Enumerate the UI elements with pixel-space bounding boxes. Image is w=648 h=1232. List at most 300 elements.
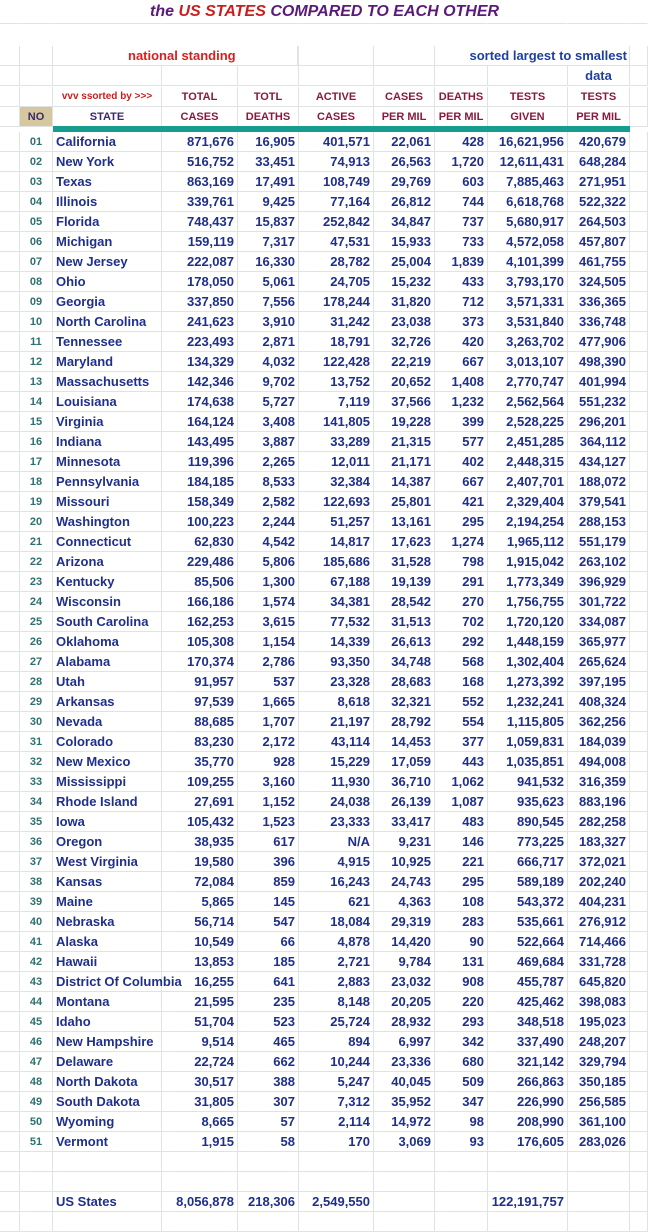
empty-cell[interactable] (630, 1132, 648, 1152)
empty-cell[interactable] (0, 612, 20, 632)
tests-given[interactable]: 1,756,755 (488, 592, 568, 612)
empty-cell[interactable] (162, 1172, 238, 1192)
rank-number[interactable]: 50 (20, 1112, 53, 1132)
state-name[interactable]: Pennsylvania (53, 472, 162, 492)
tests-given[interactable]: 2,451,285 (488, 432, 568, 452)
empty-cell[interactable] (488, 1212, 568, 1232)
rank-number[interactable]: 05 (20, 212, 53, 232)
tests-per-mil[interactable]: 282,258 (568, 812, 630, 832)
tests-given[interactable]: 535,661 (488, 912, 568, 932)
active-cases[interactable]: 170 (299, 1132, 374, 1152)
rank-number[interactable]: 11 (20, 332, 53, 352)
tests-given[interactable]: 16,621,956 (488, 132, 568, 152)
active-cases[interactable]: 33,289 (299, 432, 374, 452)
active-cases[interactable]: 13,752 (299, 372, 374, 392)
active-cases[interactable]: 894 (299, 1032, 374, 1052)
total-cases[interactable]: 30,517 (162, 1072, 238, 1092)
empty-cell[interactable] (630, 312, 648, 332)
total-cases[interactable]: 748,437 (162, 212, 238, 232)
rank-number[interactable]: 31 (20, 732, 53, 752)
tests-given[interactable]: 1,773,349 (488, 572, 568, 592)
empty-cell[interactable] (53, 66, 162, 86)
deaths-per-mil[interactable]: 577 (435, 432, 488, 452)
active-cases[interactable]: 21,197 (299, 712, 374, 732)
deaths-per-mil[interactable]: 737 (435, 212, 488, 232)
deaths-per-mil[interactable]: 270 (435, 592, 488, 612)
empty-cell[interactable] (0, 592, 20, 612)
tests-per-mil[interactable]: 301,722 (568, 592, 630, 612)
empty-cell[interactable] (0, 672, 20, 692)
empty-cell[interactable] (0, 1032, 20, 1052)
empty-cell[interactable] (0, 892, 20, 912)
total-deaths[interactable]: 145 (238, 892, 299, 912)
state-name[interactable]: Georgia (53, 292, 162, 312)
empty-cell[interactable] (630, 952, 648, 972)
deaths-per-mil[interactable]: 377 (435, 732, 488, 752)
empty-cell[interactable] (435, 1212, 488, 1232)
empty-cell[interactable] (488, 1152, 568, 1172)
empty-cell[interactable] (630, 632, 648, 652)
total-deaths[interactable]: 396 (238, 852, 299, 872)
total-deaths[interactable]: 5,727 (238, 392, 299, 412)
tests-per-mil[interactable]: 202,240 (568, 872, 630, 892)
empty-cell[interactable] (0, 172, 20, 192)
active-cases[interactable]: 5,247 (299, 1072, 374, 1092)
total-deaths[interactable]: 307 (238, 1092, 299, 1112)
total-cases[interactable]: 105,432 (162, 812, 238, 832)
empty-cell[interactable] (20, 1152, 53, 1172)
empty-cell[interactable] (0, 192, 20, 212)
total-cases[interactable]: 339,761 (162, 192, 238, 212)
total-deaths[interactable]: 3,408 (238, 412, 299, 432)
tests-per-mil[interactable]: 276,912 (568, 912, 630, 932)
empty-cell[interactable] (0, 252, 20, 272)
total-deaths[interactable]: 16,905 (238, 132, 299, 152)
rank-number[interactable]: 10 (20, 312, 53, 332)
deaths-per-mil[interactable]: 1,062 (435, 772, 488, 792)
cases-per-mil[interactable]: 23,038 (374, 312, 435, 332)
empty-cell[interactable] (20, 1212, 53, 1232)
rank-number[interactable]: 03 (20, 172, 53, 192)
total-deaths[interactable]: 3,910 (238, 312, 299, 332)
tests-given[interactable]: 3,013,107 (488, 352, 568, 372)
state-name[interactable]: Wyoming (53, 1112, 162, 1132)
cases-per-mil[interactable]: 20,205 (374, 992, 435, 1012)
deaths-per-mil[interactable]: 221 (435, 852, 488, 872)
total-deaths[interactable]: 2,244 (238, 512, 299, 532)
cases-per-mil[interactable]: 14,420 (374, 932, 435, 952)
empty-cell[interactable] (0, 692, 20, 712)
tests-given[interactable]: 522,664 (488, 932, 568, 952)
cases-per-mil[interactable]: 20,652 (374, 372, 435, 392)
tests-given[interactable]: 226,990 (488, 1092, 568, 1112)
active-cases[interactable]: 28,782 (299, 252, 374, 272)
active-cases[interactable]: 23,333 (299, 812, 374, 832)
active-cases[interactable]: 7,312 (299, 1092, 374, 1112)
total-cases[interactable]: 22,724 (162, 1052, 238, 1072)
tests-given[interactable]: 2,329,404 (488, 492, 568, 512)
empty-cell[interactable] (0, 572, 20, 592)
empty-cell[interactable] (374, 1172, 435, 1192)
cases-per-mil[interactable]: 40,045 (374, 1072, 435, 1092)
tests-per-mil[interactable]: 184,039 (568, 732, 630, 752)
state-name[interactable]: Michigan (53, 232, 162, 252)
tests-given[interactable]: 266,863 (488, 1072, 568, 1092)
total-cases[interactable]: 21,595 (162, 992, 238, 1012)
empty-cell[interactable] (0, 512, 20, 532)
empty-cell[interactable] (630, 172, 648, 192)
cases-per-mil[interactable]: 15,933 (374, 232, 435, 252)
deaths-per-mil[interactable]: 908 (435, 972, 488, 992)
rank-number[interactable]: 02 (20, 152, 53, 172)
active-cases[interactable]: 23,328 (299, 672, 374, 692)
empty-cell[interactable] (0, 432, 20, 452)
empty-cell[interactable] (630, 772, 648, 792)
empty-cell[interactable] (630, 152, 648, 172)
empty-cell[interactable] (630, 272, 648, 292)
tests-given[interactable]: 2,770,747 (488, 372, 568, 392)
empty-cell[interactable] (0, 152, 20, 172)
empty-cell[interactable] (0, 372, 20, 392)
deaths-per-mil[interactable]: 295 (435, 512, 488, 532)
total-deaths[interactable]: 33,451 (238, 152, 299, 172)
tests-per-mil[interactable]: 477,906 (568, 332, 630, 352)
total-deaths[interactable]: 57 (238, 1112, 299, 1132)
deaths-per-mil[interactable]: 146 (435, 832, 488, 852)
empty-cell[interactable] (630, 932, 648, 952)
empty-cell[interactable] (488, 1172, 568, 1192)
tests-given[interactable]: 5,680,917 (488, 212, 568, 232)
total-cases[interactable]: 62,830 (162, 532, 238, 552)
rank-number[interactable]: 34 (20, 792, 53, 812)
cases-per-mil[interactable]: 6,997 (374, 1032, 435, 1052)
empty-cell[interactable] (630, 512, 648, 532)
total-deaths[interactable]: 2,265 (238, 452, 299, 472)
active-cases[interactable]: 4,878 (299, 932, 374, 952)
empty-cell[interactable] (299, 1212, 374, 1232)
deaths-per-mil[interactable]: 744 (435, 192, 488, 212)
active-cases[interactable]: 24,038 (299, 792, 374, 812)
rank-number[interactable]: 40 (20, 912, 53, 932)
empty-cell[interactable] (0, 352, 20, 372)
state-name[interactable]: Maine (53, 892, 162, 912)
empty-cell[interactable] (630, 572, 648, 592)
empty-cell[interactable] (0, 0, 20, 24)
cases-per-mil[interactable]: 31,528 (374, 552, 435, 572)
state-name[interactable]: New York (53, 152, 162, 172)
active-cases[interactable]: 122,428 (299, 352, 374, 372)
state-name[interactable]: District Of Columbia (53, 972, 162, 992)
deaths-per-mil[interactable]: 712 (435, 292, 488, 312)
rank-number[interactable]: 45 (20, 1012, 53, 1032)
cases-per-mil[interactable]: 35,952 (374, 1092, 435, 1112)
empty-cell[interactable] (374, 1212, 435, 1232)
tests-per-mil[interactable]: 296,201 (568, 412, 630, 432)
total-cases[interactable]: 143,495 (162, 432, 238, 452)
empty-cell[interactable] (435, 1192, 488, 1212)
empty-cell[interactable] (374, 66, 435, 86)
empty-cell[interactable] (630, 372, 648, 392)
cases-per-mil[interactable]: 21,315 (374, 432, 435, 452)
tests-per-mil[interactable]: 522,322 (568, 192, 630, 212)
rank-number[interactable]: 06 (20, 232, 53, 252)
state-name[interactable]: Vermont (53, 1132, 162, 1152)
empty-cell[interactable] (630, 532, 648, 552)
total-deaths[interactable]: 17,491 (238, 172, 299, 192)
deaths-per-mil[interactable]: 168 (435, 672, 488, 692)
total-cases[interactable]: 229,486 (162, 552, 238, 572)
state-name[interactable]: Connecticut (53, 532, 162, 552)
active-cases[interactable]: 2,114 (299, 1112, 374, 1132)
empty-cell[interactable] (630, 1192, 648, 1212)
total-cases[interactable]: 13,853 (162, 952, 238, 972)
tests-per-mil[interactable]: 714,466 (568, 932, 630, 952)
tests-given[interactable]: 1,965,112 (488, 532, 568, 552)
active-cases[interactable]: 141,805 (299, 412, 374, 432)
tests-given[interactable]: 589,189 (488, 872, 568, 892)
empty-cell[interactable] (630, 332, 648, 352)
total-cases[interactable]: 19,580 (162, 852, 238, 872)
cases-per-mil[interactable]: 31,820 (374, 292, 435, 312)
empty-cell[interactable] (374, 1152, 435, 1172)
cases-per-mil[interactable]: 33,417 (374, 812, 435, 832)
active-cases[interactable]: 43,114 (299, 732, 374, 752)
cases-per-mil[interactable]: 9,784 (374, 952, 435, 972)
tests-given[interactable]: 337,490 (488, 1032, 568, 1052)
total-deaths[interactable]: 2,871 (238, 332, 299, 352)
deaths-per-mil[interactable]: 98 (435, 1112, 488, 1132)
tests-given[interactable]: 12,611,431 (488, 152, 568, 172)
tests-given[interactable]: 1,232,241 (488, 692, 568, 712)
active-cases[interactable]: 252,842 (299, 212, 374, 232)
tests-per-mil[interactable]: 334,087 (568, 612, 630, 632)
tests-per-mil[interactable]: 461,755 (568, 252, 630, 272)
total-cases[interactable]: 16,255 (162, 972, 238, 992)
empty-cell[interactable] (630, 1212, 648, 1232)
empty-cell[interactable] (568, 1212, 630, 1232)
total-cases[interactable]: 241,623 (162, 312, 238, 332)
tests-per-mil[interactable]: 883,196 (568, 792, 630, 812)
empty-cell[interactable] (0, 712, 20, 732)
empty-cell[interactable] (0, 1132, 20, 1152)
cases-per-mil[interactable]: 22,219 (374, 352, 435, 372)
empty-cell[interactable] (0, 532, 20, 552)
deaths-per-mil[interactable]: 373 (435, 312, 488, 332)
deaths-per-mil[interactable]: 292 (435, 632, 488, 652)
empty-cell[interactable] (0, 1052, 20, 1072)
tests-per-mil[interactable]: 365,977 (568, 632, 630, 652)
tests-given[interactable]: 1,273,392 (488, 672, 568, 692)
deaths-per-mil[interactable]: 552 (435, 692, 488, 712)
active-cases[interactable]: 401,571 (299, 132, 374, 152)
tests-per-mil[interactable]: 336,365 (568, 292, 630, 312)
total-deaths[interactable]: 1,523 (238, 812, 299, 832)
tests-per-mil[interactable]: 401,994 (568, 372, 630, 392)
empty-cell[interactable] (299, 1172, 374, 1192)
total-deaths[interactable]: 3,160 (238, 772, 299, 792)
empty-cell[interactable] (630, 732, 648, 752)
cases-per-mil[interactable]: 28,542 (374, 592, 435, 612)
empty-cell[interactable] (299, 1152, 374, 1172)
rank-number[interactable]: 09 (20, 292, 53, 312)
empty-cell[interactable] (630, 872, 648, 892)
empty-cell[interactable] (20, 87, 53, 107)
empty-cell[interactable] (53, 1212, 162, 1232)
state-name[interactable]: Alaska (53, 932, 162, 952)
state-name[interactable]: Florida (53, 212, 162, 232)
cases-per-mil[interactable]: 13,161 (374, 512, 435, 532)
total-deaths[interactable]: 465 (238, 1032, 299, 1052)
total-deaths[interactable]: 185 (238, 952, 299, 972)
tests-per-mil[interactable]: 183,327 (568, 832, 630, 852)
tests-given[interactable]: 3,263,702 (488, 332, 568, 352)
rank-number[interactable]: 19 (20, 492, 53, 512)
empty-cell[interactable] (0, 212, 20, 232)
rank-number[interactable]: 37 (20, 852, 53, 872)
tests-given[interactable]: 666,717 (488, 852, 568, 872)
tests-given[interactable]: 1,302,404 (488, 652, 568, 672)
state-name[interactable]: South Dakota (53, 1092, 162, 1112)
cases-per-mil[interactable]: 3,069 (374, 1132, 435, 1152)
tests-given[interactable]: 2,407,701 (488, 472, 568, 492)
deaths-per-mil[interactable]: 293 (435, 1012, 488, 1032)
deaths-per-mil[interactable]: 1,232 (435, 392, 488, 412)
empty-cell[interactable] (630, 552, 648, 572)
cases-per-mil[interactable]: 32,726 (374, 332, 435, 352)
tests-given[interactable]: 469,684 (488, 952, 568, 972)
cases-per-mil[interactable]: 28,683 (374, 672, 435, 692)
empty-cell[interactable] (0, 972, 20, 992)
cases-per-mil[interactable]: 15,232 (374, 272, 435, 292)
active-cases[interactable]: 2,883 (299, 972, 374, 992)
empty-cell[interactable] (0, 852, 20, 872)
deaths-per-mil[interactable]: 342 (435, 1032, 488, 1052)
empty-cell[interactable] (0, 107, 20, 127)
tests-per-mil[interactable]: 188,072 (568, 472, 630, 492)
active-cases[interactable]: 51,257 (299, 512, 374, 532)
empty-cell[interactable] (0, 1092, 20, 1112)
empty-cell[interactable] (630, 472, 648, 492)
active-cases[interactable]: 178,244 (299, 292, 374, 312)
state-name[interactable]: Rhode Island (53, 792, 162, 812)
total-deaths[interactable]: 9,425 (238, 192, 299, 212)
tests-per-mil[interactable]: 397,195 (568, 672, 630, 692)
empty-cell[interactable] (630, 0, 648, 24)
total-deaths[interactable]: 859 (238, 872, 299, 892)
state-name[interactable]: Mississippi (53, 772, 162, 792)
active-cases[interactable]: 77,164 (299, 192, 374, 212)
empty-cell[interactable] (0, 312, 20, 332)
total-cases[interactable]: 9,514 (162, 1032, 238, 1052)
state-name[interactable]: Hawaii (53, 952, 162, 972)
cases-per-mil[interactable]: 17,059 (374, 752, 435, 772)
tests-per-mil[interactable]: 256,585 (568, 1092, 630, 1112)
total-cases[interactable]: 10,549 (162, 932, 238, 952)
active-cases[interactable]: 32,384 (299, 472, 374, 492)
cases-per-mil[interactable]: 25,004 (374, 252, 435, 272)
cases-per-mil[interactable]: 28,792 (374, 712, 435, 732)
tests-per-mil[interactable]: 350,185 (568, 1072, 630, 1092)
rank-number[interactable]: 48 (20, 1072, 53, 1092)
empty-cell[interactable] (435, 1172, 488, 1192)
total-deaths[interactable]: 7,317 (238, 232, 299, 252)
empty-cell[interactable] (630, 352, 648, 372)
deaths-per-mil[interactable]: 1,408 (435, 372, 488, 392)
state-name[interactable]: Ohio (53, 272, 162, 292)
tests-per-mil[interactable]: 324,505 (568, 272, 630, 292)
active-cases[interactable]: 12,011 (299, 452, 374, 472)
empty-cell[interactable] (0, 1192, 20, 1212)
active-cases[interactable]: 25,724 (299, 1012, 374, 1032)
cases-per-mil[interactable]: 26,613 (374, 632, 435, 652)
rank-number[interactable]: 27 (20, 652, 53, 672)
state-name[interactable]: Nebraska (53, 912, 162, 932)
total-cases[interactable]: 162,253 (162, 612, 238, 632)
cases-per-mil[interactable]: 26,563 (374, 152, 435, 172)
empty-cell[interactable] (0, 292, 20, 312)
empty-cell[interactable] (630, 852, 648, 872)
empty-cell[interactable] (0, 752, 20, 772)
total-cases[interactable]: 51,704 (162, 1012, 238, 1032)
tests-per-mil[interactable]: 336,748 (568, 312, 630, 332)
deaths-per-mil[interactable]: 108 (435, 892, 488, 912)
tests-per-mil[interactable]: 420,679 (568, 132, 630, 152)
empty-cell[interactable] (0, 792, 20, 812)
active-cases[interactable]: 67,188 (299, 572, 374, 592)
total-deaths[interactable]: 2,582 (238, 492, 299, 512)
empty-cell[interactable] (238, 1212, 299, 1232)
empty-cell[interactable] (630, 1012, 648, 1032)
cases-per-mil[interactable]: 25,801 (374, 492, 435, 512)
empty-cell[interactable] (630, 107, 648, 127)
total-cases[interactable]: 8,665 (162, 1112, 238, 1132)
active-cases[interactable]: 621 (299, 892, 374, 912)
deaths-per-mil[interactable]: 733 (435, 232, 488, 252)
state-name[interactable]: Arkansas (53, 692, 162, 712)
empty-cell[interactable] (630, 432, 648, 452)
state-name[interactable]: North Carolina (53, 312, 162, 332)
total-deaths[interactable]: 641 (238, 972, 299, 992)
total-deaths[interactable]: 928 (238, 752, 299, 772)
tests-per-mil[interactable]: 265,624 (568, 652, 630, 672)
tests-given[interactable]: 455,787 (488, 972, 568, 992)
rank-number[interactable]: 33 (20, 772, 53, 792)
tests-per-mil[interactable]: 195,023 (568, 1012, 630, 1032)
tests-per-mil[interactable]: 379,541 (568, 492, 630, 512)
total-cases[interactable]: 97,539 (162, 692, 238, 712)
state-name[interactable]: Illinois (53, 192, 162, 212)
rank-number[interactable]: 04 (20, 192, 53, 212)
tests-per-mil[interactable]: 498,390 (568, 352, 630, 372)
state-name[interactable]: Washington (53, 512, 162, 532)
empty-cell[interactable] (0, 832, 20, 852)
deaths-per-mil[interactable]: 1,274 (435, 532, 488, 552)
empty-cell[interactable] (630, 1072, 648, 1092)
cases-per-mil[interactable]: 32,321 (374, 692, 435, 712)
empty-cell[interactable] (0, 1172, 20, 1192)
tests-given[interactable]: 1,059,831 (488, 732, 568, 752)
state-name[interactable]: Utah (53, 672, 162, 692)
totals-active[interactable]: 2,549,550 (299, 1192, 374, 1212)
state-name[interactable]: Louisiana (53, 392, 162, 412)
empty-cell[interactable] (630, 752, 648, 772)
total-deaths[interactable]: 4,032 (238, 352, 299, 372)
empty-cell[interactable] (0, 392, 20, 412)
tests-per-mil[interactable]: 263,102 (568, 552, 630, 572)
empty-cell[interactable] (630, 912, 648, 932)
cases-per-mil[interactable]: 14,972 (374, 1112, 435, 1132)
tests-given[interactable]: 543,372 (488, 892, 568, 912)
